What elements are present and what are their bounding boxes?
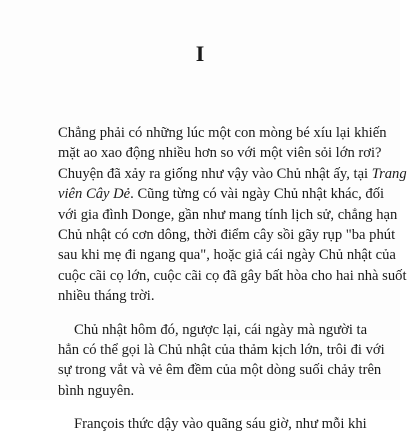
chapter-body <box>58 123 407 435</box>
text-line: François thức dậy vào quãng sáu giờ, như mỗi khi <box>74 416 367 433</box>
text-line: bình nguyên. <box>58 382 135 399</box>
text-line: sự trong vắt và vẻ êm đềm của một dòng suối chảy trên <box>58 362 382 379</box>
garden-name-italic: viên Cây Dẻ <box>58 186 131 203</box>
text-line <box>58 184 385 204</box>
text-line: Chủ nhật hôm đó, ngược lại, cái ngày mà người ta <box>74 321 368 338</box>
paragraph-3 <box>58 414 385 434</box>
chapter-number: I <box>195 41 205 66</box>
text-line: với gia đình Donge, gần như mang tính lịch sử, chẳng hạn <box>58 206 398 223</box>
garden-name-italic-start: Trang <box>371 165 407 182</box>
paragraph-2 <box>58 320 385 402</box>
text-line-part: Chuyện đã xảy ra giống như vậy vào Chủ nhật ấy, tại <box>58 165 372 182</box>
text-line: Chủ nhật có cơn dông, thời điểm cây sồi gãy rụp "ba phút <box>58 227 396 244</box>
text-line: sau khi mẹ đi ngang qua", hoặc giả cái ngày Chủ nhật của <box>58 247 396 264</box>
paragraph-spacing <box>58 307 385 320</box>
text-line <box>58 164 407 184</box>
paragraph-spacing <box>58 401 385 414</box>
text-line: cuộc cãi cọ lớn, cuộc cãi cọ đã gây bất hòa cho hai nhà suốt <box>58 267 407 284</box>
text-line-part: . Cũng từng có vài ngày Chủ nhật khác, đối <box>130 186 385 203</box>
text-line: mặt ao xao động nhiều hơn so với một viên sỏi lớn rơi? <box>58 145 382 162</box>
paragraph-1 <box>58 123 407 307</box>
text-line: hẳn có thể gọi là Chủ nhật của thảm kịch lớn, trôi đi với <box>58 342 385 359</box>
text-line: Chẳng phải có những lúc một con mòng bé xíu lại khiến <box>58 125 387 141</box>
text-line: nhiều tháng trời. <box>58 288 155 305</box>
